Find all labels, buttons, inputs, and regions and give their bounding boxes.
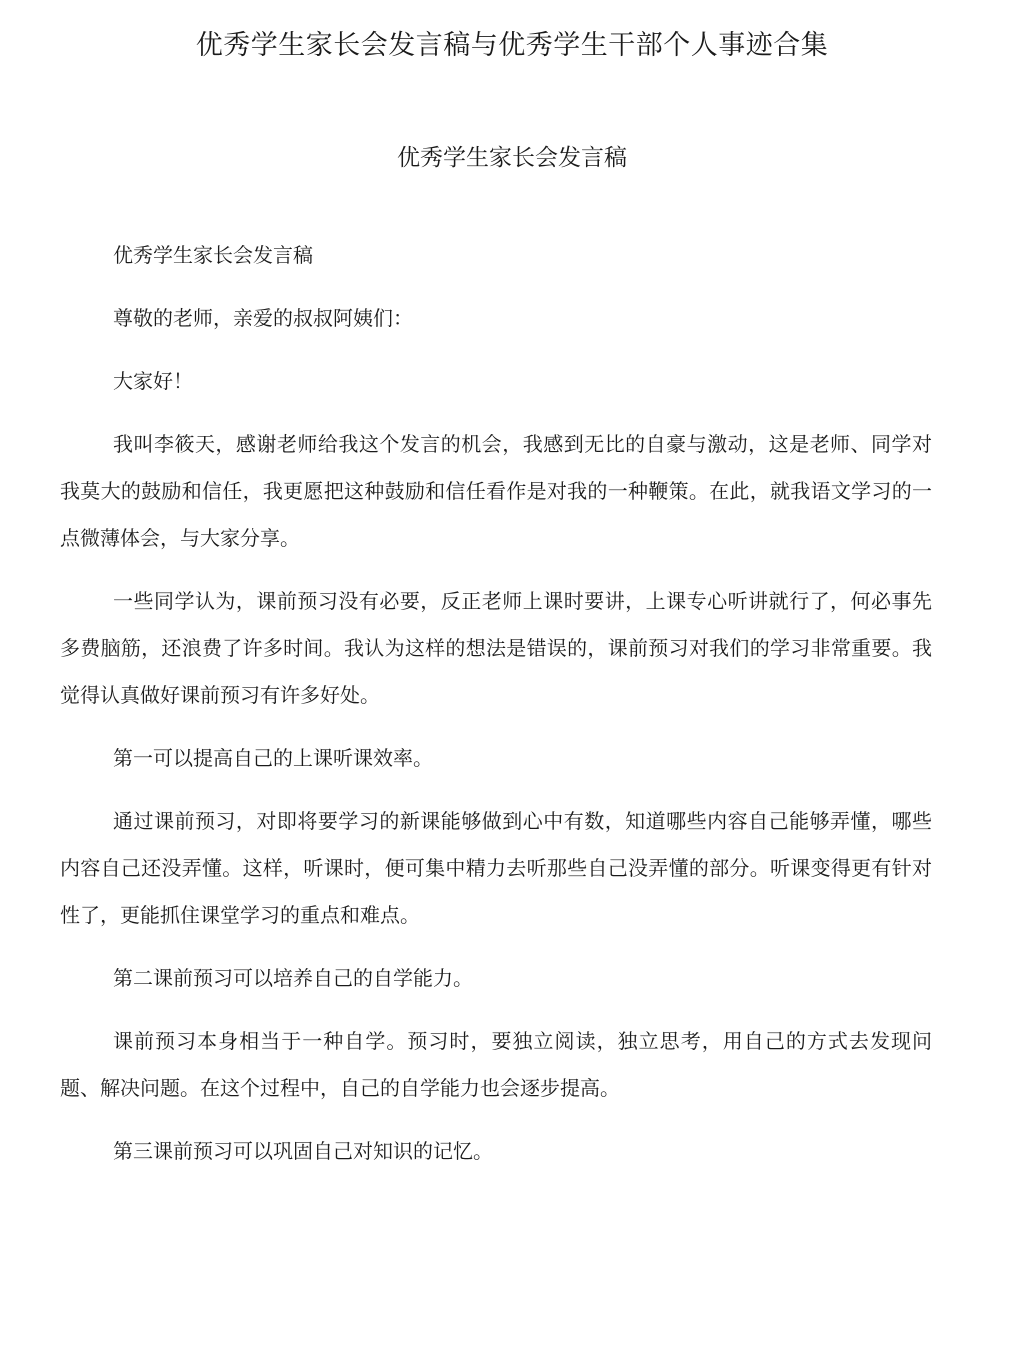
- paragraph: 一些同学认为，课前预习没有必要，反正老师上课时要讲，上课专心听讲就行了，何必事先多费脑筋，还浪费了许多时间。我认为这样的想法是错误的，课前预习对我们的学习非常重要。我觉得认真做好课前预习有许多好处。: [60, 589, 932, 707]
- paragraph-greeting: 大家好！: [113, 369, 193, 393]
- section-title: 优秀学生家长会发言稿: [397, 145, 627, 171]
- document-body: [60, 232, 932, 1191]
- paragraph: 第三课前预习可以巩固自己对知识的记忆。: [113, 1139, 493, 1163]
- paragraph: 第一可以提高自己的上课听课效率。: [113, 746, 433, 770]
- paragraph: 我叫李筱天，感谢老师给我这个发言的机会，我感到无比的自豪与激动，这是老师、同学对我莫大的鼓励和信任，我更愿把这种鼓励和信任看作是对我的一种鞭策。在此，就我语文学习的一点微薄体会，与大家分享。: [60, 432, 932, 550]
- paragraph: 第二课前预习可以培养自己的自学能力。: [113, 966, 473, 990]
- paragraph-heading: 优秀学生家长会发言稿: [113, 243, 313, 267]
- paragraph: 通过课前预习，对即将要学习的新课能够做到心中有数，知道哪些内容自己能够弄懂，哪些内容自己还没弄懂。这样，听课时，便可集中精力去听那些自己没弄懂的部分。听课变得更有针对性了，更能抓住课堂学习的重点和难点。: [60, 809, 932, 927]
- document-title: 优秀学生家长会发言稿与优秀学生干部个人事迹合集: [195, 30, 829, 61]
- paragraph: 课前预习本身相当于一种自学。预习时，要独立阅读，独立思考，用自己的方式去发现问题、解决问题。在这个过程中，自己的自学能力也会逐步提高。: [60, 1029, 932, 1100]
- paragraph-salutation: 尊敬的老师，亲爱的叔叔阿姨们：: [113, 306, 413, 330]
